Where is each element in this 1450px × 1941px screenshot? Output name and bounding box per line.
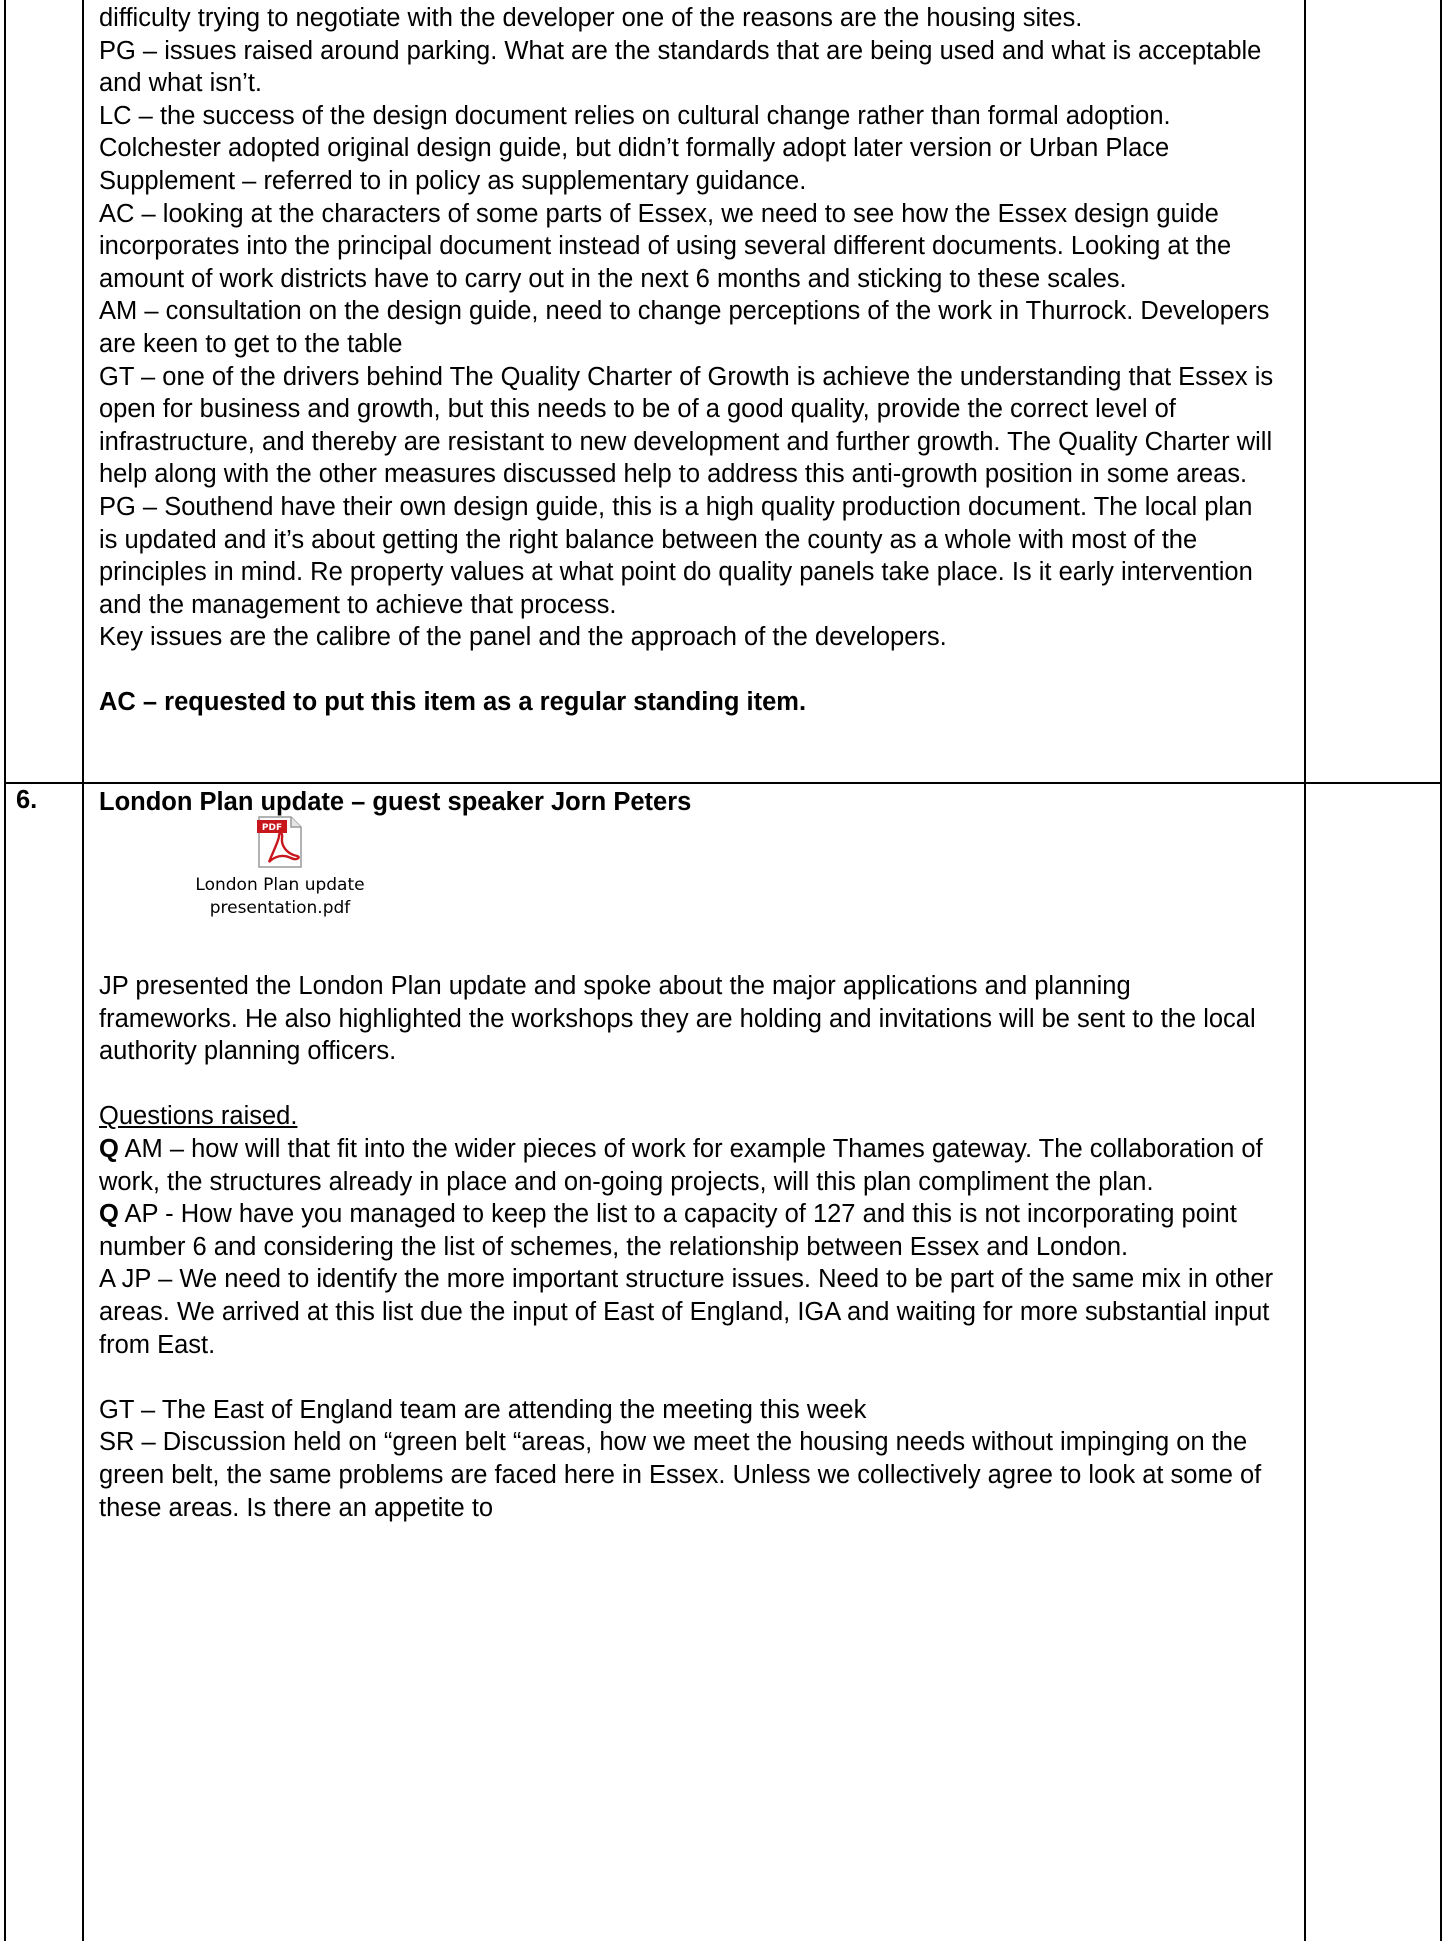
paragraph: Key issues are the calibre of the panel and the approach of the developers. [99,623,947,652]
answer-1: A JP – We need to identify the more important structure issues. Need to be part of the same mix in other areas. We arrived at this list due the input of East of England, IGA and waiting for more substantial input from East. [99,1265,1274,1359]
row-divider [4,782,1442,784]
paragraph: PG – Southend have their own design guide, this is a high quality production document. The local plan is updated and it’s about getting the right balance between the county as a whole with most of the principles in mind. Re property values at what point do quality panels take place. Is it early intervention and the management to achieve that process. [99,492,1253,619]
pdf-file-icon [257,816,303,868]
paragraph: GT – The East of England team are attending the meeting this week [99,1395,867,1424]
spacer [99,1361,1274,1394]
attachment-filename-line2: presentation.pdf [209,898,351,918]
paragraph: SR – Discussion held on “green belt “areas, how we meet the housing needs without impinging on the green belt, the same problems are faced here in Essex. Unless we collectively agree to look at some of these areas. Is there an appetite to [99,1428,1262,1522]
spacer [99,1068,1274,1101]
paragraph: AC – looking at the characters of some parts of Essex, we need to see how the Essex design guide incorporates into the principal document instead of using several different documents. Looking at the amount of work districts have to carry out in the next 6 months and sticking to these scales. [99,199,1232,293]
column-divider-number [82,0,84,1941]
pdf-attachment[interactable] [175,816,385,920]
question-1 [99,1133,1274,1198]
question-2 [99,1198,1274,1263]
table-border-right [1440,0,1442,1941]
item-number: 6. [16,786,38,814]
question-text: AM – how will that fit into the wider pieces of work for example Thames gateway. The collaboration of work, the structures already in place and on-going projects, will this plan compliment the plan. [99,1134,1263,1196]
paragraph: PG – issues raised around parking. What are the standards that are being used and what is acceptable and what isn’t. [99,36,1262,98]
paragraph: GT – one of the drivers behind The Quality Charter of Growth is achieve the understanding that Essex is open for business and growth, but this needs to be of a good quality, provide the correct level of infrastructure, and thereby are resistant to new development and further growth. The Quality Charter will help along with the other measures discussed help to address this anti-growth position in some areas. [99,362,1274,489]
spacer [99,654,1274,687]
paragraph: LC – the success of the design document relies on cultural change rather than formal adoption. Colchester adopted original design guide, but didn’t formally adopt later version or Urban Place Supplement – referred to in policy as supplementary guidance. [99,101,1171,195]
attachment-filename-line1: London Plan update [195,875,365,895]
action-note: AC – requested to put this item as a regular standing item. [99,688,807,717]
paragraph: AM – consultation on the design guide, need to change perceptions of the work in Thurrock. Developers are keen to get to the table [99,297,1270,358]
pdf-badge-label: PDF [261,823,283,833]
section-5-body [99,2,1274,719]
table-border-left [4,0,6,1941]
item-title: London Plan update – guest speaker Jorn Peters [99,788,692,816]
section-6-content [99,970,1274,1524]
paragraph: difficulty trying to negotiate with the developer one of the reasons are the housing sites. [99,4,1083,32]
section-6-body [99,786,1274,819]
question-marker: Q [99,1200,119,1229]
intro-paragraph: JP presented the London Plan update and spoke about the major applications and planning frameworks. He also highlighted the workshops they are holding and invitations will be sent to the local authority planning officers. [99,972,1256,1066]
questions-heading: Questions raised. [99,1102,298,1131]
question-marker: Q [99,1134,119,1163]
question-text: AP - How have you managed to keep the list to a capacity of 127 and this is not incorporating point number 6 and considering the list of schemes, the relationship between Essex and London. [99,1200,1237,1261]
column-divider-action [1304,0,1306,1941]
